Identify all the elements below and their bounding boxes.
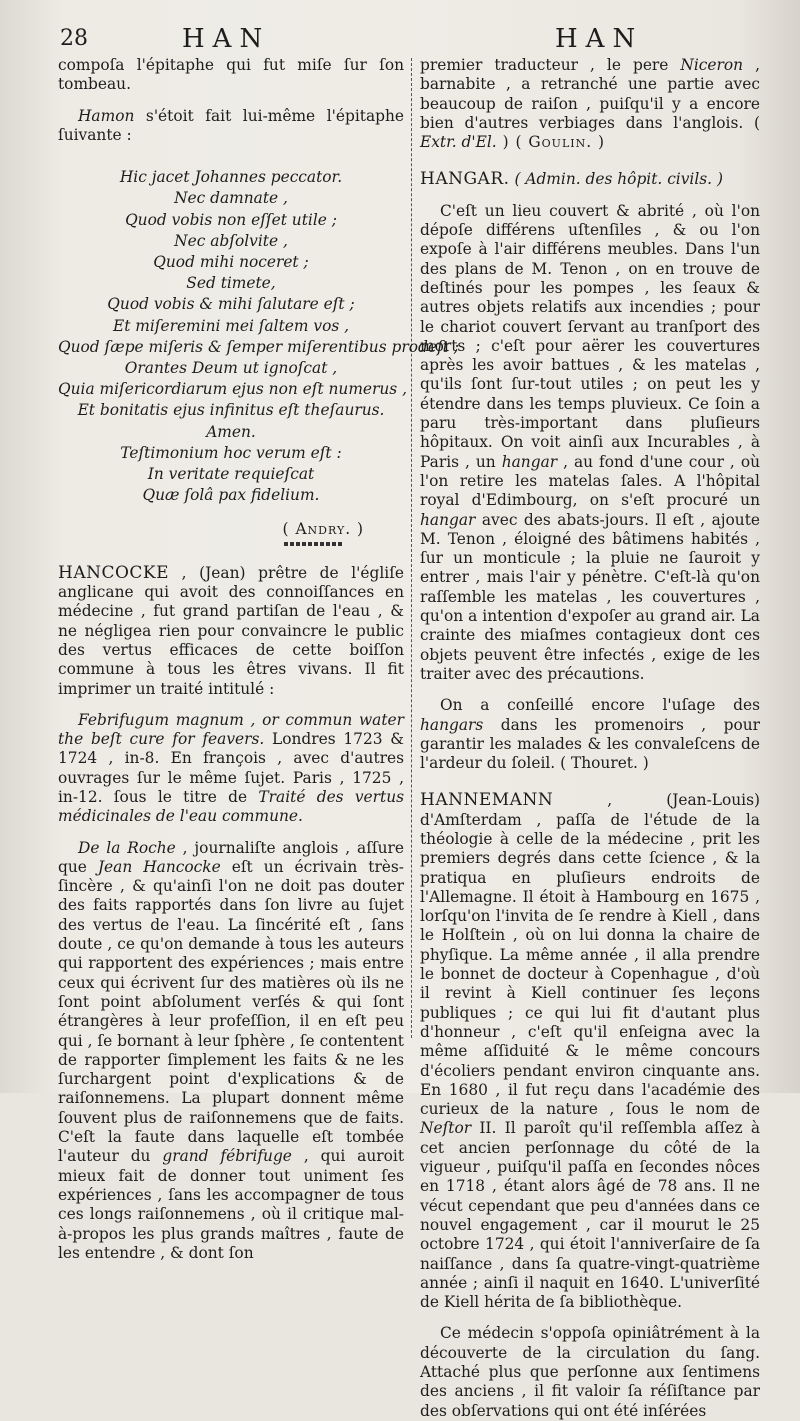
nestor-name: Neſtor: [420, 1119, 472, 1138]
verse-line: Sed timete,: [186, 274, 276, 293]
hangar-headword: HANGAR.: [420, 169, 510, 190]
hangar-heading: [420, 170, 760, 189]
hannemann-text-b: II. Il paroît qu'il reſſembla aſſez à cet ancien perſonnage du côté de la vigueur , puiſqu'il paſſa en ſecondes nôces en 1718 , étant alors âgé de 78 ans. Il ne vécut cependant que peu d'années dans ce nouvel engagement , car il mourut le 25 octobre 1724 , qui étoit l'anniverſaire de ſa naiſſance , dans ſa quatre-vingt-quatrième année ; ainſi il naquit en 1640. L'univerſité de Kiell hérita de ſa bibliothèque.: [420, 1119, 760, 1312]
author-signature: ( Andry. ): [282, 520, 364, 539]
goulin-text-b: , barnabite , a retranché une partie avec beaucoup de raiſon , puiſqu'il y a encore bien d'autres verbiages dans l'anglois. (: [420, 56, 760, 132]
hangar-text-a: C'eſt un lieu couvert & abrité , où l'on dépoſe différens uſtenſiles , & ou l'on expoſe à l'air différens meubles. Dans l'un des plans de M. Tenon , on en trouve de deſtinés pour les pompes , les ſeaux & autres objets relatifs aux incendies ; pour le chariot couvert ſervant au tranſport des morts ; c'eſt pour aërer les couvertures après les avoir battues , & les matelas , qu'ils ſont ſur-tout utiles ; on peut les y étendre dans les temps pluvieux. Ce ſoin a paru très-important dans pluſieurs hôpitaux. On voit ainſi aux Incurables , à Paris , un: [420, 201, 760, 471]
verse-line: Quod vobis non eſſet utile ;: [125, 210, 337, 229]
roche-jean-name: Jean Hancocke: [97, 857, 221, 876]
hangar-p2-text-b: dans les promenoirs , pour garantir les malades & les convaleſcens de l'ardeur du ſoleil. ( Thouret. ): [420, 715, 760, 773]
extr-source: Extr. d'El.: [420, 133, 497, 152]
hangar-p2-text-a: On a conſeillé encore l'uſage des: [440, 696, 760, 715]
hancocke-entry: [58, 564, 404, 699]
febrifugum-paragraph: [58, 711, 404, 827]
running-head-left: HAN: [182, 24, 271, 54]
ornament-rule: [284, 542, 344, 546]
verse-line: Quia miſericordiarum ejus non eſt numerus ,: [58, 380, 407, 399]
verse-line: Quod ſæpe miſeris & ſemper miſerentibus prodeſt ;: [58, 337, 459, 356]
febrifugum-french-title: Traité des vertus médicinales de l'eau commune.: [58, 788, 405, 826]
roche-text-a: , journaliſte anglois , aſſure que: [58, 838, 405, 876]
hangar-paragraph: [420, 202, 760, 684]
hannemann-paragraph-2: Ce médecin s'oppoſa opiniâtrément à la découverte de la circulation du ſang. Attaché plus que perſonne aux ſentimens des anciens , il fit valoir ſa réſiſtance par des obſervations qui ont été inſérées: [420, 1324, 760, 1420]
verse-line: Quod vobis & mihi ſalutare eſt ;: [107, 295, 355, 314]
right-column: [420, 56, 760, 1421]
hangars-term: hangars: [420, 715, 484, 734]
roche-grand-febrifuge: grand fébrifuge: [162, 1147, 292, 1166]
hangar-term: hangar: [501, 452, 558, 471]
hangar-category: ( Admin. des hôpit. civils. ): [509, 170, 723, 189]
verse-line: Nec abſolvite ,: [174, 231, 288, 250]
hamon-intro-text: s'étoit fait lui-même l'épitaphe ſuivante :: [58, 106, 404, 144]
hangar-paragraph-2: [420, 696, 760, 773]
hannemann-text-a: , (Jean-Louis) d'Amſterdam , paſſa de l'étude de la théologie à celle de la médecine , prit les premiers degrés dans cette ſcience , & la pratiqua en pluſieurs endroits de l'Allemagne. Il étoit à Hambourg en 1675 , lorſqu'on l'invita de ſe rendre à Kiell , dans le Holſtein , où on lui donna la chaire de phyſique. La même année , il alla prendre le bonnet de docteur à Copenhague , d'où il revint à Kiell continuer ſes leçons publiques ; ce qui lui fit d'autant plus d'honneur , c'eſt qu'il enſeigna avec la même aſſiduité & le même concours d'écoliers pendant environ cinquante ans. En 1680 , il fut reçu dans l'académie des curieux de la nature , ſous le nom de: [420, 791, 760, 1119]
goulin-text-a: premier traducteur , le pere: [420, 56, 681, 74]
roche-text-b: eſt un écrivain très-ſincère , & qu'ainſi l'on ne doit pas douter des faits rapportés dans ſon livre au ſujet des vertus de l'eau. La ſincérité eſt , ſans doute , ce qu'on demande à tous les auteurs qui rapportent des expériences ; mais entre ceux qui écrivent ſur des matières où ils ne ſont point abſolument verſés & qui ſont étrangères à leur profeſſion, il en eſt peu qui , ſe bornant à leur ſphère , ſe contentent de rapporter ſimplement les faits & ne les ſurchargent point d'explications & de raiſonnemens. La plupart donnent même ſouvent plus de raiſonnemens que de faits. C'eſt la faute dans laquelle eſt tombée l'auteur du: [58, 857, 405, 1166]
hamon-intro: [58, 107, 404, 146]
goulin-paragraph: [420, 56, 760, 152]
verse-line: Teſtimonium hoc verum eſt :: [120, 443, 342, 462]
column-divider: [411, 58, 413, 1038]
epitaph-verse: [58, 167, 459, 506]
hancocke-text: , (Jean) prêtre de l'égliſe anglicane qui avoit des connoiſſances en médecine , fut grand partiſan de l'eau , & ne négligea rien pour convaincre le public des vertus efficaces de cette boiſſon commune à tous les êtres vivans. Il fit imprimer un traité intitulé :: [58, 563, 404, 698]
hangar-term: hangar: [420, 510, 476, 529]
verse-line: Nec damnate ,: [174, 189, 288, 208]
verse-line: Orantes Deum ut ignoſcat ,: [124, 359, 338, 378]
hangar-text-b: , au fond d'une cour , où l'on retire les matelas ſales. A l'hôpital royal d'Edimbourg, on s'eſt procuré un: [420, 452, 760, 510]
hamon-name: Hamon: [78, 106, 135, 125]
febrifugum-title: Febrifugum magnum , or commun water the beſt cure for feavers.: [58, 710, 404, 749]
verse-line: Et miſeremini mei ſaltem vos ,: [112, 316, 350, 335]
page-number: 28: [60, 26, 88, 51]
febrifugum-text: Londres 1723 & 1724 , in-8. En françois , avec d'autres ouvrages ſur le même ſujet. Paris , 1725 , in-12. ſous le titre de: [58, 730, 404, 806]
verse-line: Amen.: [206, 422, 256, 441]
hancocke-headword: HANCOCKE: [58, 562, 170, 583]
hangar-text-c: avec des abats-jours. Il eſt , ajoute M. Tenon , éloigné des bâtimens habités , ſur un monticule ; la pluie ne ſauroit y entrer , mais l'air y pénètre. C'eſt-là qu'on raſſemble les matelas , les couvertures , qu'on a intention d'expoſer au grand air. La crainte des miaſmes contagieux dont ces objets peuvent être infectés , exige de les traiter avec des précautions.: [420, 510, 760, 683]
hamon-continuation: compoſa l'épitaphe qui fut miſe ſur ſon tombeau.: [58, 56, 404, 94]
verse-line: Quæ ſolâ pax fidelium.: [142, 486, 320, 505]
verse-line: Quod mihi noceret ;: [153, 253, 309, 271]
verse-line: Et bonitatis ejus infinitus eſt theſaurus.: [77, 401, 385, 420]
verse-line: In veritate requieſcat: [147, 465, 315, 484]
hannemann-entry: [420, 791, 760, 1312]
hannemann-headword: HANNEMANN: [420, 790, 554, 811]
roche-text-c: , qui auroit mieux fait de donner tout uniment ſes expériences , ſans les accompagner de tous ces longs raiſonnemens , où il critique mal-à-propos les plus grands maîtres , faute de les entendre , & dont ſon: [58, 1147, 405, 1262]
roche-paragraph: [58, 839, 404, 1264]
goulin-signature: ) ( Goulin. ): [496, 133, 606, 152]
niceron-name: Niceron: [680, 56, 744, 74]
roche-name: De la Roche: [78, 838, 176, 857]
running-head-right: HAN: [555, 24, 644, 54]
verse-line: Hic jacet Johannes peccator.: [119, 168, 343, 187]
